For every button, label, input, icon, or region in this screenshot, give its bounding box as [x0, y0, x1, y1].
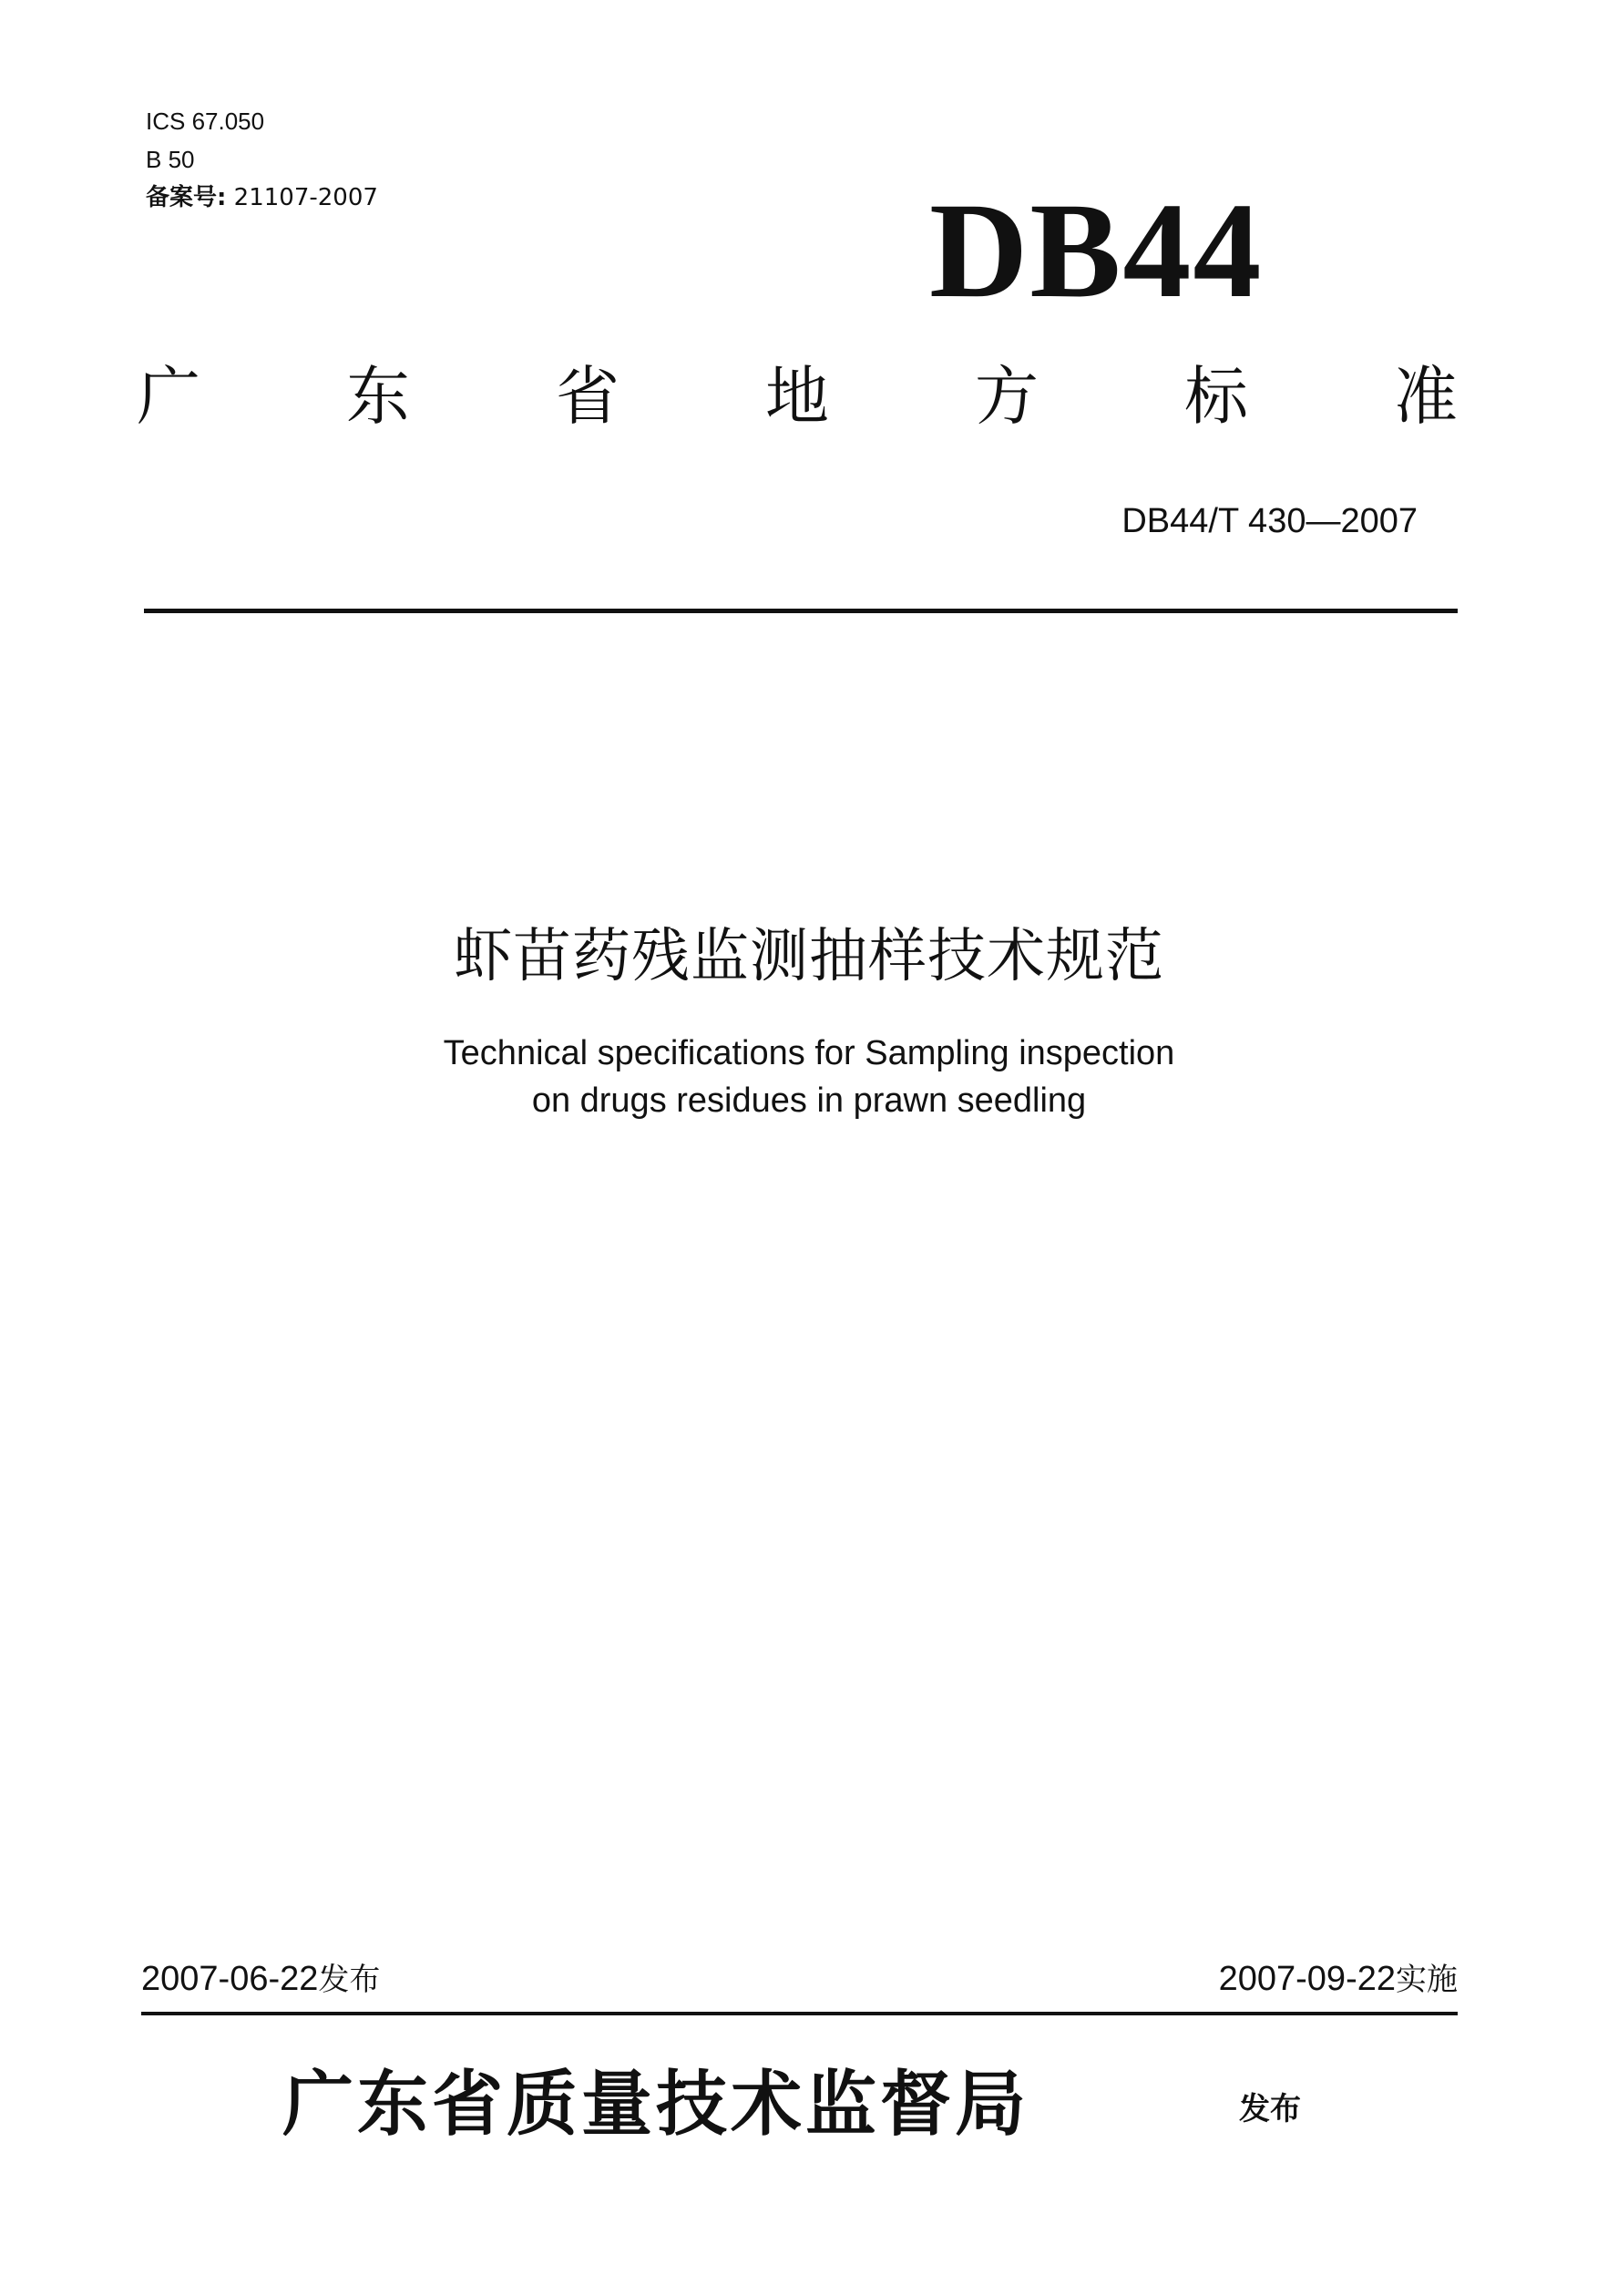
standard-type-char: 东	[346, 359, 410, 434]
implement-date	[1219, 1959, 1458, 2000]
standard-code-logo: DB44	[929, 175, 1264, 326]
publish-date-label: 发布	[318, 1962, 381, 1998]
implement-date-label: 实施	[1396, 1962, 1458, 1998]
publish-date	[141, 1959, 380, 2000]
filing-number-label: 备案号:	[146, 184, 227, 211]
issuing-label: 发布	[1239, 2091, 1301, 2127]
standard-type-char: 省	[556, 359, 620, 434]
standard-type-char: 方	[975, 359, 1039, 434]
standard-number: DB44/T 430—2007	[1121, 502, 1418, 540]
document-title-en	[0, 1030, 1618, 1124]
standard-type-char: 标	[1184, 359, 1248, 434]
ics-code: ICS 67.050	[146, 108, 265, 135]
filing-number	[146, 184, 378, 211]
standard-type-char: 地	[765, 359, 829, 434]
classification-code: B 50	[146, 146, 195, 173]
title-en-line: Technical specifications for Sampling inspection	[443, 1034, 1175, 1072]
standard-type-char: 准	[1394, 359, 1458, 434]
top-divider	[144, 609, 1458, 613]
document-title-zh: 虾苗药残监测抽样技术规范	[454, 923, 1164, 990]
bottom-divider	[141, 2012, 1458, 2015]
publish-date-value: 2007-06-22	[141, 1960, 319, 1998]
title-en-line: on drugs residues in prawn seedling	[531, 1081, 1087, 1120]
standard-type-heading	[137, 355, 1458, 437]
standard-type-char: 广	[137, 359, 200, 434]
issuing-authority: 广东省质量技术监督局	[282, 2063, 1030, 2146]
implement-date-value: 2007-09-22	[1218, 1960, 1396, 1998]
filing-number-value: 21107-2007	[233, 184, 378, 211]
